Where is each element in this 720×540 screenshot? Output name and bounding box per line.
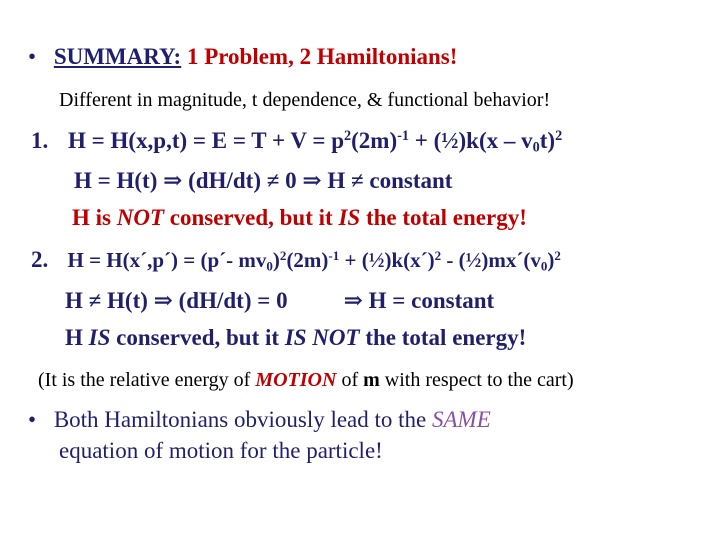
- item2-line2-a: H ≠ H(t) ⇒ (dH/dt) = 0: [65, 288, 288, 313]
- item2-line3: [65, 325, 526, 351]
- item2-line2-b: ⇒ H = constant: [343, 288, 495, 313]
- summary-subtitle: Different in magnitude, t dependence, & functional behavior!: [59, 89, 551, 111]
- item1-line3-is: IS: [338, 205, 361, 230]
- item2-eq-d: + (½)k(x´): [339, 248, 435, 272]
- item2-line3-isnot: IS NOT: [284, 325, 360, 350]
- item1-line3-not: NOT: [116, 205, 165, 230]
- item1-eq-d-sup: 2: [555, 128, 563, 145]
- item1-eq-b-sup: -1: [397, 128, 409, 145]
- conclusion-a: Both Hamiltonians obviously lead to the: [53, 407, 432, 432]
- item2-eq-f-sup: 2: [554, 247, 561, 263]
- item1-line3: [72, 205, 527, 231]
- conclusion-line1: [28, 407, 491, 433]
- item1-number: 1.: [31, 128, 49, 153]
- item2-line3-is: IS: [88, 325, 111, 350]
- note-c: with respect to the cart): [379, 369, 574, 391]
- note-line: [38, 369, 574, 392]
- item1-line3-c: the total energy!: [360, 205, 527, 230]
- item2-eq-b-sup: 2: [279, 247, 287, 263]
- item2-line2: [65, 287, 494, 314]
- item2-line3-a: H: [65, 325, 89, 350]
- item2-number: 2.: [31, 247, 49, 272]
- item2-eq-e-sub: 0: [540, 258, 548, 274]
- summary-label: SUMMARY:: [53, 44, 182, 69]
- conclusion-line2: equation of motion for the particle!: [59, 438, 383, 463]
- item1-eq-a: H = H(x,p,t) = E = T + V = p: [68, 128, 344, 153]
- summary-title: 1 Problem, 2 Hamiltonians!: [186, 44, 458, 69]
- item2-eq-c-sup: -1: [328, 247, 340, 263]
- note-b: of: [336, 369, 364, 391]
- item2-eq-a-sub: 0: [266, 258, 273, 274]
- item2-eq-c: (2m): [286, 248, 329, 272]
- item2-eq-f: ): [547, 248, 555, 272]
- item2-line3-c: the total energy!: [359, 325, 527, 350]
- summary-line: [28, 44, 457, 70]
- item1-line3-b: conserved, but it: [164, 205, 339, 230]
- item2-line3-b: conserved, but it: [110, 325, 285, 350]
- item2-eq-a: H = H(x´,p´) = (p´- mv: [67, 248, 267, 272]
- item1-eq-a-sup: 2: [344, 128, 352, 145]
- note-a: (It is the relative energy of: [38, 369, 256, 391]
- item1-eq-b: (2m): [351, 128, 398, 153]
- item2-eq-b: ): [272, 248, 280, 272]
- item1-equation: [31, 128, 562, 154]
- item2-equation: [31, 247, 561, 273]
- item1-line2: H = H(t) ⇒ (dH/dt) ≠ 0 ⇒ H ≠ constant: [74, 168, 453, 193]
- item2-eq-d-sup: 2: [434, 247, 442, 263]
- conclusion-same: SAME: [432, 407, 491, 432]
- item1-eq-d: t): [539, 128, 556, 153]
- note-m: m: [363, 369, 380, 391]
- item2-eq-e: - (½)mx´(v: [441, 248, 541, 272]
- item1-eq-c: + (½)k(x – v: [408, 128, 533, 153]
- item1-eq-c-sub: 0: [532, 139, 540, 156]
- bullet: •: [28, 44, 37, 69]
- note-motion: MOTION: [255, 369, 337, 391]
- conclusion-bullet: •: [28, 407, 37, 432]
- item1-line3-a: H is: [72, 205, 117, 230]
